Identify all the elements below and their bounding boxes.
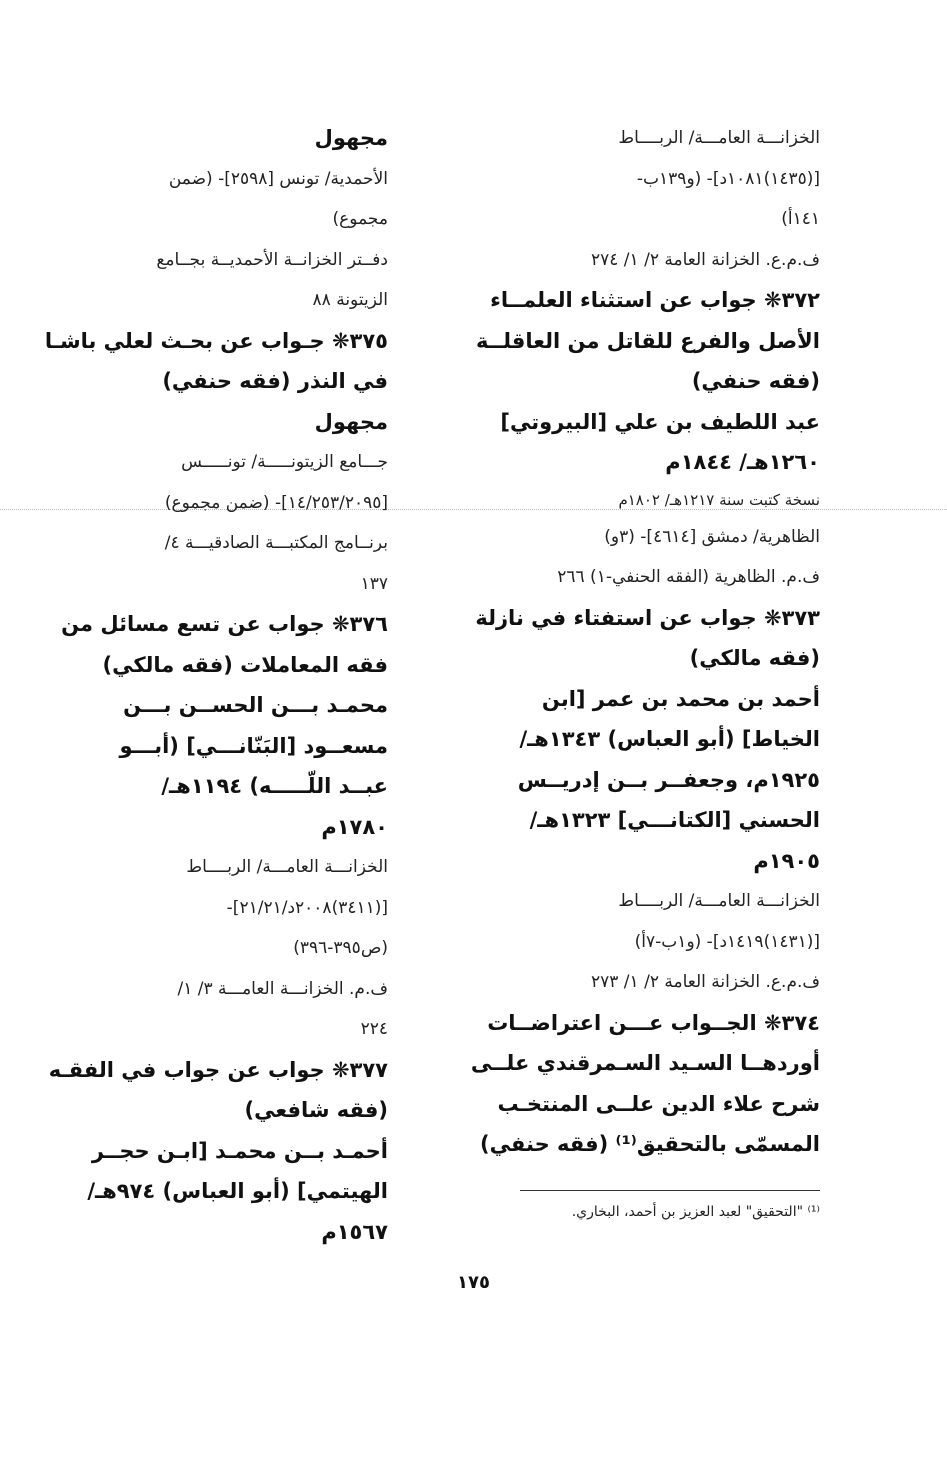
left-column-line: في النذر (فقه حنفي) [162,369,388,393]
footnote: ⁽¹⁾ "التحقيق" لعبد العزيز بن أحمد، البخاري. [571,1204,820,1220]
right-column-line: ف.م.ع. الخزانة العامة ٢/ ١/ ٢٧٣ [590,972,820,992]
right-column-line: (فقه مالكي) [689,646,820,670]
right-column-line: المسمّى بالتحقيق⁽¹⁾ (فقه حنفي) [480,1132,820,1156]
left-column-line: ٣٧٥❋ جـواب عن بحـث لعلي باشـا [44,328,388,353]
left-column-line: الهيتمي] (أبو العباس) ٩٧٤هـ/ [87,1179,388,1203]
left-column-line: ١٥٦٧م [321,1219,388,1244]
right-column-line: أحمد بن محمد بن عمر [ابن [541,686,820,711]
left-column-line: ٣٧٦❋ جواب عن تسع مسائل من [61,612,388,636]
page-number: ١٧٥ [457,1272,490,1293]
right-column-line: (فقه حنفي) [691,369,820,393]
right-column-line: أوردهــا السـيد السـمرقندي علــى [470,1051,820,1075]
right-column-line: ١٩٢٥م، وجعفــر بــن إدريــس [517,767,820,792]
right-column-line: ف.م.ع. الخزانة العامة ٢/ ١/ ٢٧٤ [590,249,820,270]
left-column-line: الزيتونة ٨٨ [312,290,388,310]
left-column-line: دفــتر الخزانــة الأحمديــة بجــامع [156,249,388,270]
left-column-line: (فقه شافعي) [244,1098,388,1122]
right-column [470,118,820,1165]
right-column-line: [(١٤٣١)١٤١٩د]- (و١ب-٧أ) [634,931,820,952]
left-column [44,118,388,1252]
right-column-line: ١٩٠٥م [753,848,820,873]
left-column-line: الأحمدية/ تونس [٢٥٩٨]- (ضمن [168,168,388,189]
right-column-line: الخياط] (أبو العباس) ١٣٤٣هـ/ [519,727,820,751]
right-column-line: ٣٧٣❋ جواب عن استفتاء في نازلة [475,605,820,630]
left-column-line: ١٧٨٠م [321,814,388,839]
left-column-line: الخزانـــة العامـــة/ الربــــاط [186,857,388,877]
left-column-line: برنــامج المكتبـــة الصادقيـــة ٤/ [164,533,388,553]
right-column-line: الظاهرية/ دمشق [٤٦١٤]- (٣و) [604,526,820,547]
right-column-line: عبد اللطيف بن علي [البيروتي] [500,409,820,434]
left-column-line: جـــامع الزيتونـــــة/ تونـــــس [181,452,388,472]
right-column-line: الأصل والفرع للقاتل من العاقلــة [476,328,820,353]
left-column-line: مجموع) [332,209,388,229]
left-column-line: (ص٣٩٥-٣٩٦) [293,938,388,958]
left-column-line: ٢٢٤ [360,1019,388,1039]
right-column-line: الحسني [الكتانـــي] ١٣٢٣هـ/ [529,808,820,832]
right-column-line: الخزانـــة العامـــة/ الربــــاط [618,128,820,148]
left-column-line: [(٣٤١١)٢٠٠٨د/٢١/٢١]- [226,897,388,918]
left-column-line: [١٤/٢٥٣/٢٠٩٥]- (ضمن مجموع) [164,492,388,513]
left-column-line: أحمـد بــن محمـد [ابـن حجــر [91,1138,388,1163]
left-column-line: مجهول [314,126,388,150]
right-column-line: [(١٤٣٥)١٠٨١د]- (و١٣٩ب- [636,168,820,189]
left-column-line: مجهول [314,409,388,434]
right-column-line: ١٢٦٠هـ/ ١٨٤٤م [665,450,820,474]
left-column-line: ف.م. الخزانـــة العامـــة ٣/ ١/ [177,978,388,999]
right-column-line: نسخة كتبت سنة ١٢١٧هـ/ ١٨٠٢م [618,490,820,509]
right-column-line: ٣٧٤❋ الجــواب عـــن اعتراضــات [487,1010,820,1035]
left-column-line: مسعــود [البَنّانـــي] (أبـــو [119,733,388,758]
footnote-rule [520,1190,820,1191]
left-column-line: محمـد بـــن الحســن بـــن [123,693,388,717]
right-column-line: الخزانـــة العامـــة/ الربــــاط [618,891,820,911]
left-column-line: ١٣٧ [360,573,388,594]
left-column-line: فقه المعاملات (فقه مالكي) [102,652,388,677]
left-column-line: ٣٧٧❋ جواب عن جواب في الفقـه [48,1057,388,1082]
right-column-line: ٣٧٢❋ جواب عن استثناء العلمــاء [490,288,820,312]
right-column-line: ١٤١أ) [781,209,820,229]
right-column-line: ف.م. الظاهرية (الفقه الحنفي-١) ٢٦٦ [557,567,820,587]
right-column-line: شرح علاء الدين علــى المنتخـب [497,1091,820,1116]
left-column-line: عبــد اللّـــــه) ١١٩٤هـ/ [161,774,388,798]
